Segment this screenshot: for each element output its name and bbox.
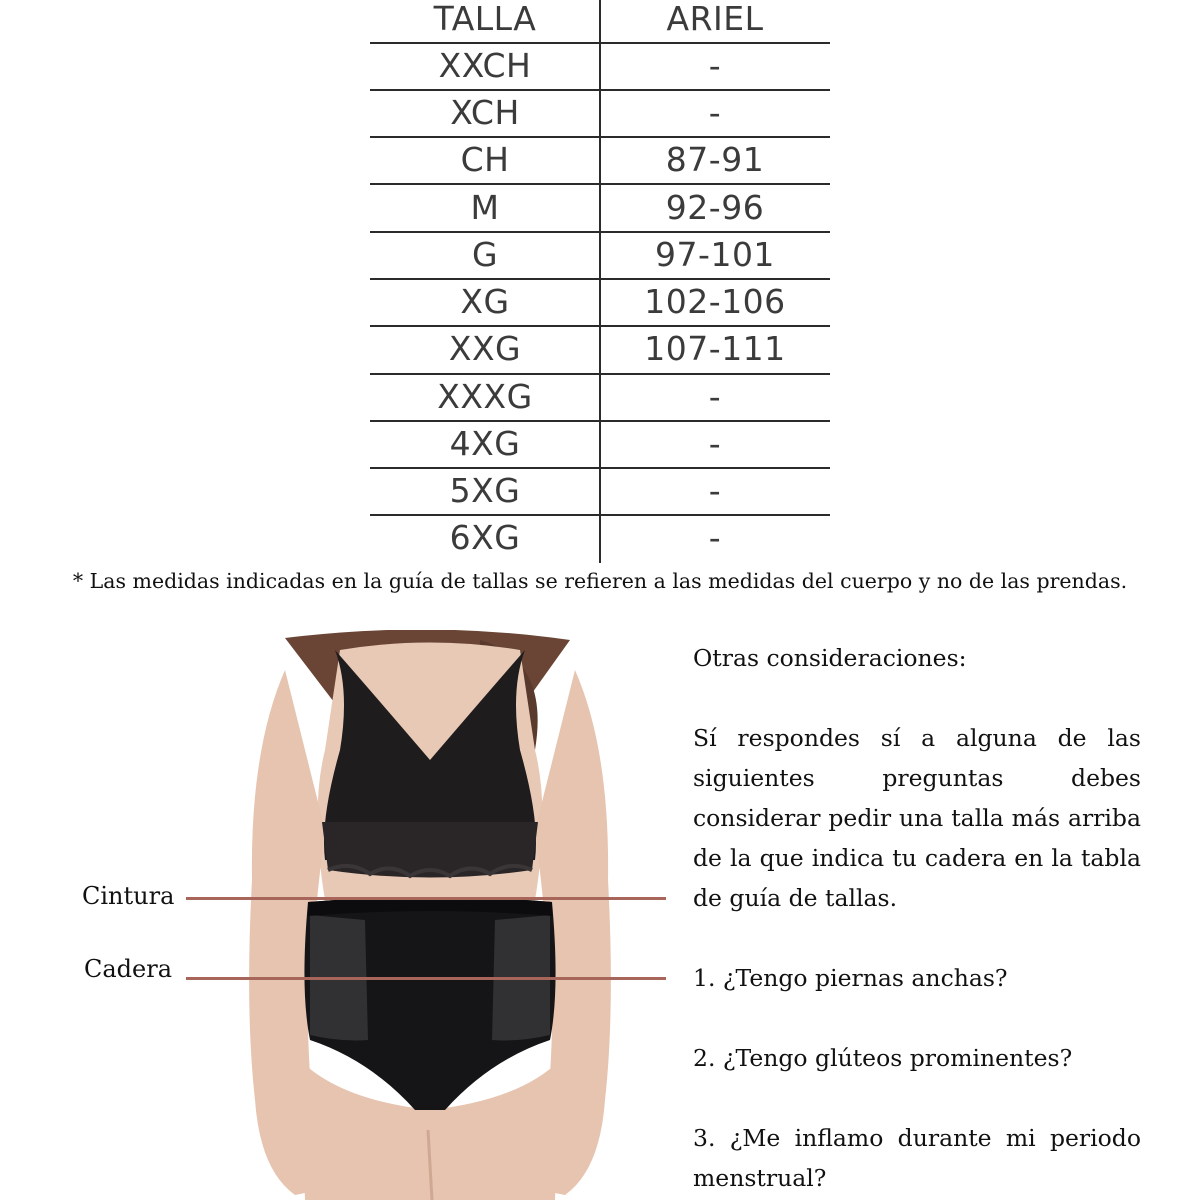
table-cell-size: G — [471, 235, 499, 274]
size-guide-footnote: * Las medidas indicadas en la guía de tallas se refieren a las medidas del cuerpo y no de las prendas. — [72, 569, 1128, 593]
size-table — [370, 0, 830, 563]
considerations-intro: Sí respondes sí a alguna de las siguientes preguntas debes considerar pedir una talla más arriba de la que indica tu cadera en la tabla de guía de tallas. — [693, 724, 1141, 912]
table-cell-measure: - — [708, 424, 722, 463]
header-talla: TALLA — [433, 0, 537, 38]
model-photo — [190, 630, 670, 1200]
table-cell-measure: - — [708, 377, 722, 416]
table-cell-size: XCH — [450, 93, 520, 132]
question-item: 2. ¿Tengo glúteos prominentes? — [693, 1044, 1073, 1072]
table-cell-measure: 92-96 — [665, 188, 765, 227]
table-cell-size: 6XG — [449, 518, 521, 557]
table-cell-measure: 102-106 — [644, 282, 786, 321]
table-cell-size: XXG — [448, 329, 522, 368]
table-cell-size: CH — [460, 140, 510, 179]
table-cell-size: 5XG — [449, 471, 521, 510]
table-cell-measure: - — [708, 471, 722, 510]
table-cell-size: XXXG — [437, 377, 533, 416]
question-item: 1. ¿Tengo piernas anchas? — [693, 964, 1008, 992]
waist-line — [186, 897, 666, 900]
hip-line — [186, 977, 666, 980]
table-cell-measure: 107-111 — [644, 329, 786, 368]
hip-label: Cadera — [84, 955, 173, 983]
table-cell-size: M — [470, 188, 500, 227]
question-item: 3. ¿Me inflamo durante mi periodo menstrual? — [693, 1124, 1141, 1192]
table-cell-size: 4XG — [449, 424, 521, 463]
considerations-panel — [693, 638, 1141, 1198]
table-cell-measure: - — [708, 93, 722, 132]
table-cell-measure: 87-91 — [665, 140, 765, 179]
header-ariel: ARIEL — [666, 0, 764, 38]
model-illustration — [190, 630, 670, 1200]
considerations-heading: Otras consideraciones: — [693, 644, 967, 672]
table-cell-measure: - — [708, 46, 722, 85]
table-cell-measure: - — [708, 518, 722, 557]
table-cell-measure: 97-101 — [655, 235, 775, 274]
waist-label: Cintura — [82, 882, 175, 910]
table-cell-size: XG — [460, 282, 510, 321]
table-cell-size: XXCH — [438, 46, 532, 85]
row-divider — [370, 183, 830, 185]
